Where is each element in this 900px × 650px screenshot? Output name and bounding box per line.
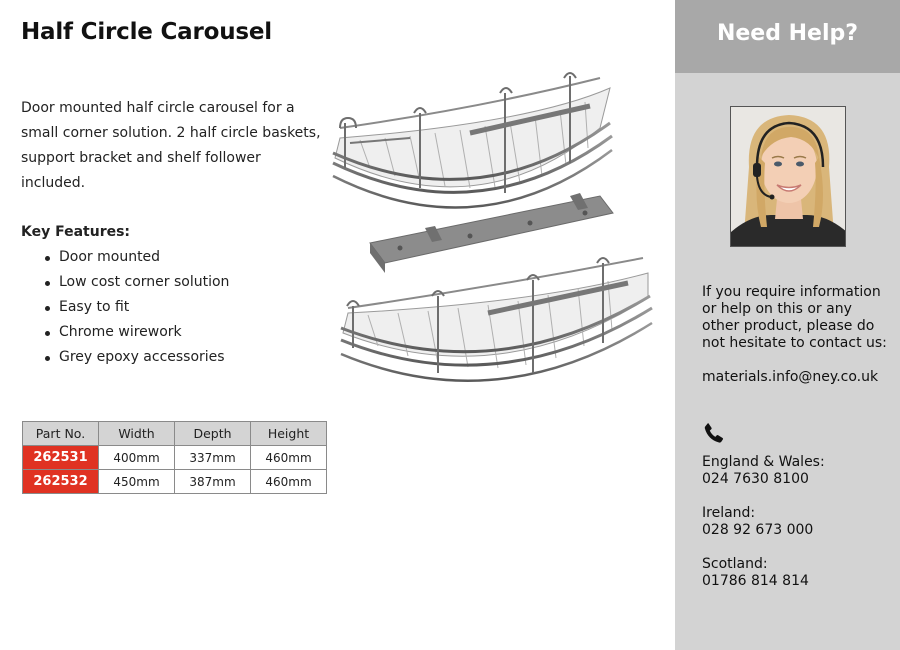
- help-sidebar: [675, 0, 900, 650]
- contact-phone[interactable]: 01786 814 814: [702, 573, 809, 589]
- part-number: 262532: [23, 470, 99, 494]
- contact-phone[interactable]: 024 7630 8100: [702, 471, 809, 487]
- need-help-heading: Need Help?: [675, 0, 900, 73]
- width-cell: 450mm: [99, 470, 175, 494]
- depth-cell: 337mm: [175, 446, 251, 470]
- contact-region: England & Wales:: [702, 454, 825, 470]
- spec-table: [22, 421, 327, 494]
- key-features-list: [45, 245, 229, 370]
- spec-table-header-row: [23, 422, 327, 446]
- contact-email[interactable]: materials.info@ney.co.uk: [702, 369, 879, 385]
- height-cell: 460mm: [251, 470, 327, 494]
- feature-item: Door mounted: [45, 245, 229, 270]
- lower-basket: [341, 258, 652, 381]
- header-depth: Depth: [175, 422, 251, 446]
- phone-icon: [702, 421, 726, 445]
- product-description: Door mounted half circle carousel for a small corner solution. 2 half circle baskets, support bracket and shelf follower included.: [21, 100, 321, 191]
- header-width: Width: [99, 422, 175, 446]
- table-row: [23, 446, 327, 470]
- key-features-heading: Key Features:: [21, 224, 131, 240]
- height-cell: 460mm: [251, 446, 327, 470]
- feature-item: Low cost corner solution: [45, 270, 229, 295]
- contact-ireland: [702, 505, 813, 539]
- depth-cell: 387mm: [175, 470, 251, 494]
- contact-england-wales: [702, 454, 825, 488]
- support-agent-avatar: [730, 106, 846, 247]
- width-cell: 400mm: [99, 446, 175, 470]
- contact-region: Ireland:: [702, 505, 756, 521]
- page-title: Half Circle Carousel: [21, 19, 272, 45]
- contact-phone[interactable]: 028 92 673 000: [702, 522, 814, 538]
- product-image: [330, 68, 660, 393]
- feature-item: Grey epoxy accessories: [45, 345, 229, 370]
- feature-item: Easy to fit: [45, 295, 229, 320]
- part-number: 262531: [23, 446, 99, 470]
- upper-basket: [333, 73, 612, 207]
- header-height: Height: [251, 422, 327, 446]
- table-row: [23, 470, 327, 494]
- contact-scotland: [702, 556, 809, 590]
- contact-region: Scotland:: [702, 556, 768, 572]
- feature-item: Chrome wirework: [45, 320, 229, 345]
- header-part-no: Part No.: [23, 422, 99, 446]
- help-text: If you require information or help on this or any other product, please do not hesitate to contact us:: [702, 284, 887, 351]
